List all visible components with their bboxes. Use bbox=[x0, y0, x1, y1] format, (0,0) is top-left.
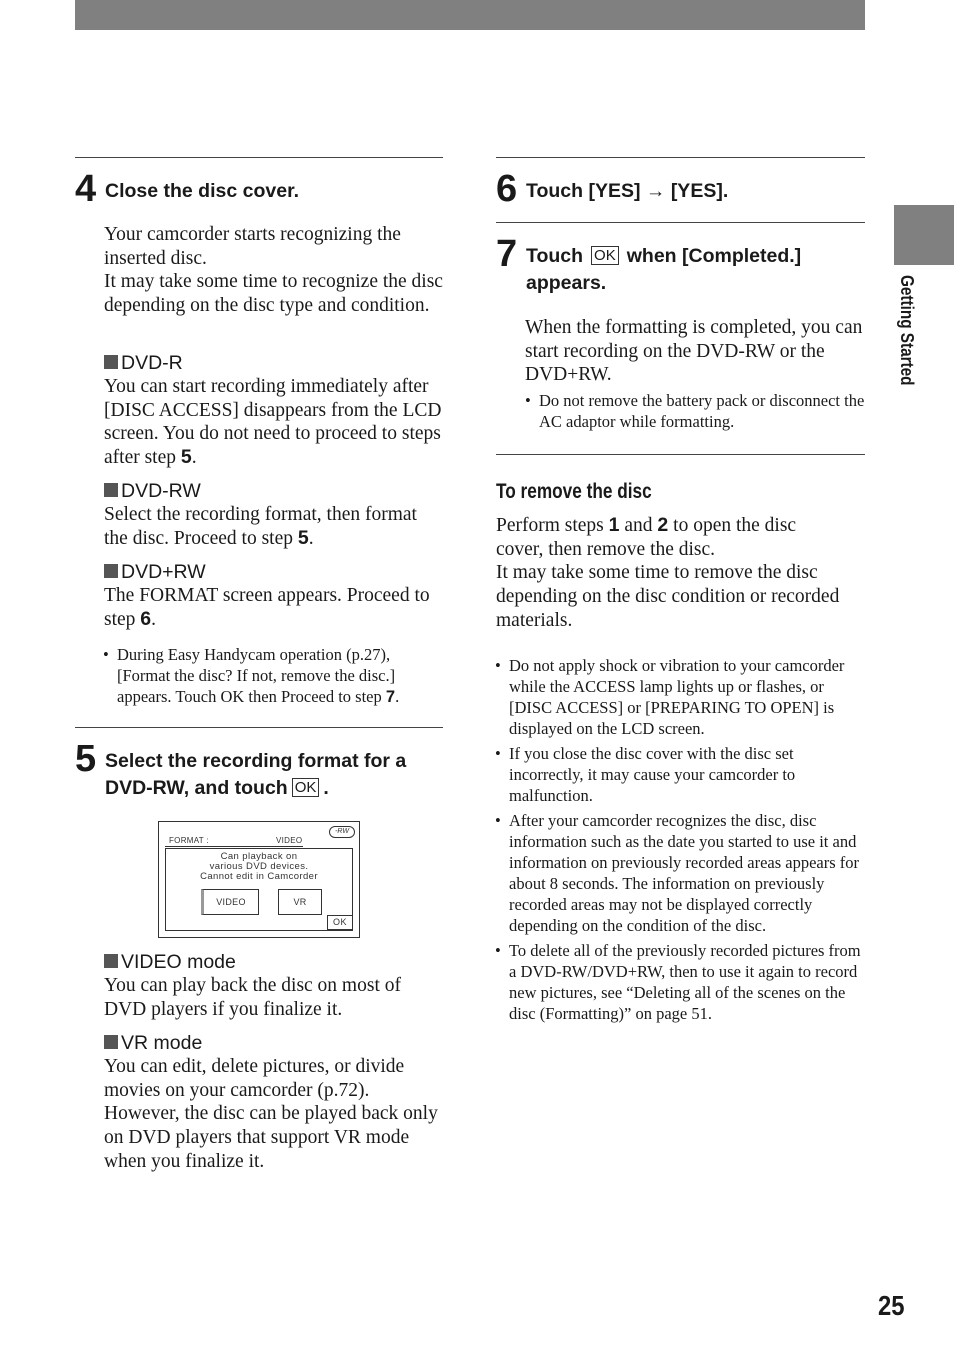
note-item: • If you close the disc cover with the disc set incorrectly, it may cause your camcorder to malfunction. bbox=[495, 743, 865, 806]
step-title: Close the disc cover. bbox=[105, 180, 300, 202]
note-item: • To delete all of the previously recorded pictures from a DVD-RW/DVD+RW, then to use it again to record new pictures, see “Deleting all of the scenes on the disc (Formatting)” on page 51. bbox=[495, 940, 865, 1024]
punct: . bbox=[308, 527, 314, 549]
step-title bbox=[105, 748, 440, 802]
note-text: During Easy Handycam operation (p.27), [Format the disc? If not, remove the disc.] appears. Touch OK then Proceed to step bbox=[117, 645, 396, 706]
body-text: to open the disc cover, then remove the disc. bbox=[496, 515, 797, 560]
punct: . bbox=[151, 608, 157, 630]
step-7-notes bbox=[525, 390, 865, 436]
divider bbox=[496, 454, 865, 455]
body-text: It may take some time to remove the disc depending on the disc condition or recorded materials. bbox=[496, 562, 840, 631]
body-text: Perform steps bbox=[496, 515, 609, 536]
ok-button-icon: OK bbox=[591, 246, 619, 265]
body-text: Select the recording format, then format the disc. Proceed to step bbox=[104, 504, 417, 549]
step-5-heading bbox=[75, 740, 440, 802]
note-item: • Do not remove the battery pack or disconnect the AC adaptor while formatting. bbox=[525, 390, 865, 432]
section-tab-marker bbox=[894, 205, 954, 265]
screen-message bbox=[159, 852, 359, 881]
body-text: You can start recording immediately after [DISC ACCESS] disappears from the LCD screen. You do not need to proceed to steps after step bbox=[104, 376, 442, 469]
sub-heading: DVD+RW bbox=[121, 561, 206, 583]
vr-mode-section bbox=[104, 1031, 444, 1174]
body-text: You can edit, delete pictures, or divide movies on your camcorder (p.72). However, the disc can be played back only on DVD players that support VR mode when you finalize it. bbox=[104, 1056, 438, 1172]
intro-text: Your camcorder starts recognizing the inserted disc. bbox=[104, 224, 401, 269]
step-ref: 5 bbox=[297, 526, 309, 549]
section-tab-text: Getting Started bbox=[897, 275, 917, 386]
punct: . bbox=[323, 777, 329, 799]
step-6-heading bbox=[496, 170, 728, 208]
step-ref: 7 bbox=[385, 688, 396, 706]
rw-badge: -RW bbox=[329, 826, 355, 838]
title-text: when [Completed.] appears. bbox=[526, 245, 802, 294]
title-text: Select the recording format for a DVD-RW, and touch bbox=[105, 750, 407, 799]
video-mode-section bbox=[104, 950, 444, 1021]
step-ref: 2 bbox=[657, 514, 669, 536]
intro-text-2: It may take some time to recognize the disc depending on the disc type and condition. bbox=[104, 271, 443, 317]
dvd-r-section bbox=[104, 351, 444, 470]
section-title: To remove the disc bbox=[496, 480, 652, 503]
step-title bbox=[526, 243, 856, 297]
body-text: and bbox=[619, 515, 658, 536]
step-ref: 6 bbox=[140, 607, 152, 630]
punct: . bbox=[395, 687, 400, 706]
arrow-right-icon: → bbox=[645, 180, 666, 202]
square-bullet-icon bbox=[104, 1035, 118, 1049]
step-ref: 5 bbox=[180, 446, 192, 469]
format-value: VIDEO bbox=[276, 836, 303, 845]
square-bullet-icon bbox=[104, 483, 118, 497]
body-text: The FORMAT screen appears. Proceed to step bbox=[104, 585, 430, 630]
remove-notes bbox=[495, 655, 865, 1028]
title-text: Touch [YES] bbox=[526, 180, 641, 202]
divider bbox=[496, 157, 865, 158]
step-4-intro bbox=[104, 223, 444, 318]
step-ref: 1 bbox=[608, 514, 620, 536]
note-item: • After your camcorder recognizes the disc, disc information such as the date you started to use it and information on previously recorded areas appears for about 8 seconds. The information on previously recorded areas may not be displayed correctly depending on the condition of the disc. bbox=[495, 810, 865, 936]
title-text: Touch bbox=[526, 245, 584, 267]
square-bullet-icon bbox=[104, 954, 118, 968]
step-number: 7 bbox=[496, 233, 518, 275]
body-text: You can play back the disc on most of DVD players if you finalize it. bbox=[104, 975, 401, 1020]
divider bbox=[496, 222, 865, 223]
step-7-heading bbox=[496, 235, 856, 297]
video-button: VIDEO bbox=[201, 889, 259, 915]
message-line: Cannot edit in Camcorder bbox=[200, 870, 318, 882]
vr-button: VR bbox=[278, 889, 322, 915]
step-number: 6 bbox=[496, 168, 518, 210]
section-tab-label bbox=[896, 275, 922, 415]
format-label: FORMAT : bbox=[169, 836, 209, 845]
punct: . bbox=[191, 447, 197, 469]
dvd-plus-rw-section bbox=[104, 560, 444, 631]
remove-text bbox=[496, 514, 841, 633]
step-number: 4 bbox=[75, 168, 97, 210]
format-underline bbox=[165, 846, 303, 847]
step-number: 5 bbox=[75, 738, 97, 780]
divider bbox=[75, 157, 443, 158]
step-7-text: When the formatting is completed, you can start recording on the DVD-RW or the DVD+RW. bbox=[525, 317, 863, 386]
sub-heading: DVD-RW bbox=[121, 480, 201, 502]
sub-heading: VR mode bbox=[121, 1032, 203, 1054]
square-bullet-icon bbox=[104, 355, 118, 369]
page-number: 25 bbox=[878, 1290, 905, 1321]
divider bbox=[75, 727, 443, 728]
title-text: [YES]. bbox=[670, 180, 729, 202]
dvd-rw-section bbox=[104, 479, 444, 550]
step-4-notes bbox=[103, 644, 438, 712]
message-line: Can playback on bbox=[220, 851, 298, 862]
sub-heading: VIDEO mode bbox=[121, 951, 236, 973]
message-line: various DVD devices. bbox=[209, 860, 309, 872]
step-title bbox=[526, 178, 728, 205]
ok-button: OK bbox=[327, 915, 353, 930]
square-bullet-icon bbox=[104, 564, 118, 578]
step-4-heading bbox=[75, 170, 299, 208]
header-bar bbox=[75, 0, 865, 30]
note-item bbox=[103, 644, 438, 708]
format-screen-illustration bbox=[158, 821, 360, 938]
ok-button-icon: OK bbox=[292, 778, 320, 797]
note-item: • Do not apply shock or vibration to your camcorder while the ACCESS lamp lights up or flashes, or [DISC ACCESS] or [PREPARING TO OPEN] is displayed on the LCD screen. bbox=[495, 655, 865, 739]
sub-heading: DVD-R bbox=[121, 352, 183, 374]
